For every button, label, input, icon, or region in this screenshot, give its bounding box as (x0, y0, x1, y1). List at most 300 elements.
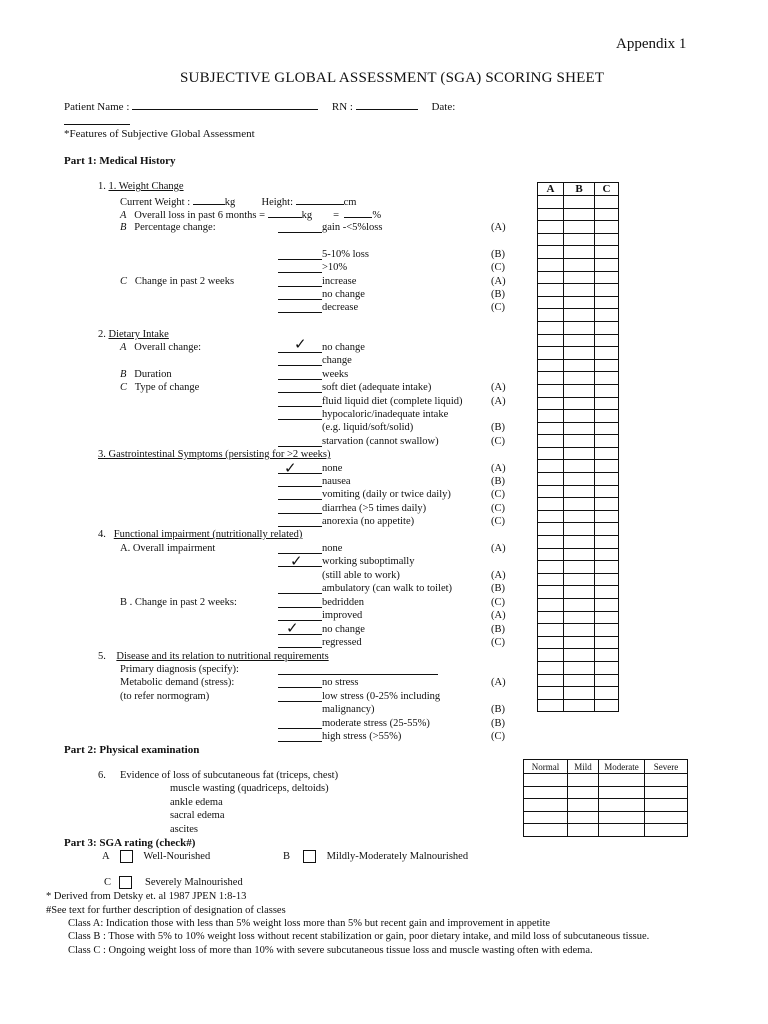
change-2weeks-label (120, 276, 234, 287)
answer-blank[interactable] (278, 259, 322, 260)
score-cell[interactable] (538, 674, 564, 687)
score-row (538, 485, 619, 498)
func-heading-text: Functional impairment (nutritionally related) (113, 529, 303, 540)
score-cell[interactable] (564, 498, 595, 511)
score-cell[interactable] (595, 473, 619, 486)
option-label: (e.g. liquid/soft/solid) (322, 422, 414, 433)
option-label: high stress (>55%) (322, 731, 402, 742)
score-cell[interactable] (538, 460, 564, 473)
score-cell[interactable] (564, 422, 595, 435)
current-weight-line (120, 195, 356, 208)
diet-overall-label (120, 342, 201, 353)
exam-cell[interactable] (645, 811, 688, 824)
primary-diagnosis-field[interactable] (278, 674, 438, 675)
answer-blank[interactable] (278, 406, 322, 407)
kg-unit-2: kg (301, 210, 313, 221)
option-grade: (A) (491, 396, 506, 407)
score-cell[interactable] (595, 586, 619, 599)
exam-row (524, 824, 688, 837)
answer-blank[interactable] (278, 446, 322, 447)
rating-a-text: Well-Nourished (143, 850, 211, 862)
metabolic-demand-label: Metabolic demand (stress): (120, 677, 235, 688)
score-cell[interactable] (595, 536, 619, 549)
exam-cell[interactable] (524, 786, 568, 799)
score-cell[interactable] (538, 573, 564, 586)
score-cell[interactable] (564, 359, 595, 372)
score-cell[interactable] (538, 284, 564, 297)
score-cell[interactable] (564, 624, 595, 637)
option-label: working suboptimally (322, 556, 415, 567)
score-cell[interactable] (595, 510, 619, 523)
option-grade: (A) (491, 543, 506, 554)
score-row (538, 674, 619, 687)
score-cell[interactable] (538, 447, 564, 460)
exam-cell[interactable] (599, 786, 645, 799)
diet-heading (98, 329, 169, 340)
score-row (538, 473, 619, 486)
option-label: nausea (322, 476, 351, 487)
score-row (538, 460, 619, 473)
score-cell[interactable] (564, 599, 595, 612)
exam-cell[interactable] (524, 799, 568, 812)
score-cell[interactable] (564, 699, 595, 712)
score-row (538, 233, 619, 246)
exam-cell[interactable] (599, 774, 645, 787)
equals-sign: = (333, 210, 340, 221)
exam-severity-grid (523, 759, 688, 837)
checkmark-icon: ✓ (294, 335, 307, 353)
score-cell[interactable] (595, 447, 619, 460)
score-cell[interactable] (595, 561, 619, 574)
answer-blank[interactable] (278, 232, 322, 233)
answer-blank[interactable] (278, 701, 322, 702)
rating-b (283, 850, 468, 863)
score-cell[interactable] (595, 296, 619, 309)
score-cell[interactable] (595, 384, 619, 397)
score-cell[interactable] (595, 233, 619, 246)
score-cell[interactable] (595, 347, 619, 360)
option-label: weeks (322, 369, 349, 380)
current-weight-field[interactable] (193, 195, 225, 205)
exam-cell[interactable] (599, 799, 645, 812)
exam-cell[interactable] (568, 799, 599, 812)
footnote-class-a: Class A: Indication those with less than 5% weight loss more than 5% but recent gain and improvement in appetite (68, 918, 551, 929)
checkmark-icon: ✓ (284, 459, 297, 477)
overall-loss-pct-field[interactable] (344, 208, 372, 218)
score-row (538, 384, 619, 397)
answer-blank[interactable] (278, 272, 322, 273)
answer-blank[interactable] (278, 513, 322, 514)
score-cell[interactable] (564, 687, 595, 700)
score-cell[interactable] (595, 649, 619, 662)
exam-num: 6. (98, 770, 106, 781)
score-cell[interactable] (538, 611, 564, 624)
score-cell[interactable] (538, 347, 564, 360)
score-row (538, 208, 619, 221)
exam-cell[interactable] (568, 811, 599, 824)
exam-cell[interactable] (599, 811, 645, 824)
primary-diagnosis-label: Primary diagnosis (specify): (120, 664, 239, 675)
exam-cell[interactable] (524, 811, 568, 824)
answer-blank[interactable] (278, 728, 322, 729)
score-row (538, 586, 619, 599)
score-cell[interactable] (564, 258, 595, 271)
func-overall-label: A. Overall impairment (120, 543, 216, 554)
exam-item: Evidence of loss of subcutaneous fat (triceps, chest) (120, 770, 339, 781)
option-grade: (C) (491, 731, 505, 742)
score-cell[interactable] (595, 221, 619, 234)
score-cell[interactable] (564, 384, 595, 397)
score-cell[interactable] (538, 271, 564, 284)
option-label: no change (322, 342, 365, 353)
option-grade: (B) (491, 422, 505, 433)
col-c-header: C (595, 183, 619, 196)
score-cell[interactable] (564, 246, 595, 259)
diet-b-letter: B (120, 369, 127, 380)
score-cell[interactable] (595, 309, 619, 322)
score-row (538, 258, 619, 271)
score-cell[interactable] (538, 636, 564, 649)
rating-c (104, 876, 243, 889)
score-row (538, 271, 619, 284)
score-row (538, 599, 619, 612)
option-grade: (C) (491, 489, 505, 500)
footnote-source: * Derived from Detsky et. al 1987 JPEN 1:8-13 (46, 891, 247, 902)
score-row (538, 661, 619, 674)
answer-blank[interactable] (278, 687, 322, 688)
rating-c-checkbox[interactable] (119, 876, 132, 889)
score-cell[interactable] (538, 561, 564, 574)
option-label: diarrhea (>5 times daily) (322, 503, 427, 514)
score-cell[interactable] (564, 435, 595, 448)
answer-blank[interactable] (278, 593, 322, 594)
option-grade: (A) (491, 677, 506, 688)
score-cell[interactable] (595, 636, 619, 649)
score-cell[interactable] (564, 447, 595, 460)
score-cell[interactable] (595, 284, 619, 297)
score-cell[interactable] (595, 435, 619, 448)
score-cell[interactable] (564, 573, 595, 586)
score-cell[interactable] (595, 321, 619, 334)
option-label: fluid liquid diet (complete liquid) (322, 396, 463, 407)
score-cell[interactable] (538, 384, 564, 397)
option-grade: (C) (491, 262, 505, 273)
cm-unit: cm (343, 197, 357, 208)
score-cell[interactable] (538, 397, 564, 410)
score-cell[interactable] (564, 221, 595, 234)
score-cell[interactable] (595, 208, 619, 221)
checkmark-icon: ✓ (290, 552, 303, 570)
option-label: no change (322, 624, 365, 635)
score-cell[interactable] (538, 510, 564, 523)
score-cell[interactable] (595, 372, 619, 385)
score-row (538, 410, 619, 423)
weight-a-letter: A (120, 210, 127, 221)
score-row (538, 573, 619, 586)
appendix-label: Appendix 1 (616, 36, 687, 52)
rating-b-checkbox[interactable] (303, 850, 316, 863)
footnote-class-c: Class C : Ongoing weight loss of more than 10% with severe subcutaneous tissue loss and muscle wasting often with edema. (68, 945, 593, 956)
score-cell[interactable] (595, 523, 619, 536)
score-cell[interactable] (564, 410, 595, 423)
score-cell[interactable] (538, 321, 564, 334)
option-grade: (C) (491, 302, 505, 313)
overall-loss-line (120, 208, 381, 221)
answer-blank[interactable] (278, 392, 322, 393)
score-cell[interactable] (564, 233, 595, 246)
exam-cell[interactable] (645, 774, 688, 787)
rating-c-text: Severely Malnourished (145, 876, 243, 888)
score-row (538, 636, 619, 649)
patient-name-label: Patient Name : (64, 101, 130, 113)
exam-cell[interactable] (599, 824, 645, 837)
pct-unit: % (372, 210, 382, 221)
score-cell[interactable] (538, 334, 564, 347)
func-heading (98, 529, 302, 540)
score-cell[interactable] (595, 397, 619, 410)
score-cell[interactable] (538, 233, 564, 246)
rn-field[interactable] (356, 100, 418, 110)
score-cell[interactable] (538, 586, 564, 599)
score-row (538, 321, 619, 334)
score-cell[interactable] (595, 410, 619, 423)
score-cell[interactable] (564, 321, 595, 334)
score-cell[interactable] (538, 699, 564, 712)
score-cell[interactable] (564, 208, 595, 221)
option-grade: (A) (491, 276, 506, 287)
score-cell[interactable] (595, 624, 619, 637)
option-label: vomiting (daily or twice daily) (322, 489, 451, 500)
exam-cell[interactable] (568, 786, 599, 799)
score-row (538, 611, 619, 624)
answer-blank[interactable] (278, 365, 322, 366)
score-cell[interactable] (538, 221, 564, 234)
score-cell[interactable] (538, 246, 564, 259)
option-label: (still able to work) (322, 570, 400, 581)
answer-blank[interactable] (278, 741, 322, 742)
score-cell[interactable] (564, 347, 595, 360)
score-cell[interactable] (595, 485, 619, 498)
answer-blank[interactable] (278, 647, 322, 648)
score-cell[interactable] (538, 599, 564, 612)
footnote-see-text: #See text for further description of designation of classes (46, 905, 286, 916)
answer-blank[interactable] (278, 499, 322, 500)
score-cell[interactable] (595, 548, 619, 561)
option-label: decrease (322, 302, 359, 313)
score-cell[interactable] (595, 674, 619, 687)
score-cell[interactable] (564, 561, 595, 574)
score-cell[interactable] (564, 510, 595, 523)
score-cell[interactable] (538, 687, 564, 700)
score-cell[interactable] (538, 649, 564, 662)
score-cell[interactable] (538, 372, 564, 385)
score-cell[interactable] (538, 498, 564, 511)
patient-name-field[interactable] (132, 100, 318, 110)
option-label: starvation (cannot swallow) (322, 436, 439, 447)
score-cell[interactable] (564, 611, 595, 624)
score-cell[interactable] (538, 485, 564, 498)
answer-blank[interactable] (278, 486, 322, 487)
exam-cell[interactable] (645, 824, 688, 837)
score-cell[interactable] (595, 196, 619, 209)
score-row (538, 334, 619, 347)
answer-blank[interactable] (278, 620, 322, 621)
score-cell[interactable] (595, 498, 619, 511)
gi-heading: 3. Gastrointestinal Symptoms (persisting for >2 weeks) (98, 449, 331, 460)
change-2weeks-text: Change in past 2 weeks (134, 276, 235, 287)
exam-cell[interactable] (524, 824, 568, 837)
score-cell[interactable] (538, 196, 564, 209)
option-grade: (B) (491, 249, 505, 260)
overall-loss-kg-field[interactable] (268, 208, 302, 218)
score-row (538, 548, 619, 561)
exam-cell[interactable] (524, 774, 568, 787)
exam-item: sacral edema (170, 810, 225, 821)
score-cell[interactable] (538, 258, 564, 271)
diet-heading-text: Dietary Intake (108, 329, 169, 340)
weight-b-letter: B (120, 222, 127, 233)
score-cell[interactable] (595, 661, 619, 674)
height-field[interactable] (296, 195, 344, 205)
score-cell[interactable] (538, 410, 564, 423)
score-cell[interactable] (564, 523, 595, 536)
score-cell[interactable] (595, 258, 619, 271)
score-cell[interactable] (564, 536, 595, 549)
score-cell[interactable] (564, 661, 595, 674)
score-row (538, 422, 619, 435)
answer-blank[interactable] (278, 607, 322, 608)
score-cell[interactable] (564, 284, 595, 297)
answer-blank[interactable] (278, 299, 322, 300)
disease-num: 5. (98, 651, 106, 662)
answer-blank[interactable] (278, 526, 322, 527)
score-cell[interactable] (564, 674, 595, 687)
score-cell[interactable] (538, 309, 564, 322)
score-cell[interactable] (564, 309, 595, 322)
score-cell[interactable] (564, 397, 595, 410)
checkmark-icon: ✓ (286, 619, 299, 637)
option-label: soft diet (adequate intake) (322, 382, 432, 393)
score-cell[interactable] (538, 523, 564, 536)
score-row (538, 221, 619, 234)
score-cell[interactable] (538, 296, 564, 309)
score-cell[interactable] (595, 359, 619, 372)
score-cell[interactable] (538, 536, 564, 549)
score-cell[interactable] (564, 296, 595, 309)
score-row (538, 296, 619, 309)
exam-item: ankle edema (170, 797, 223, 808)
score-row (538, 447, 619, 460)
score-cell[interactable] (595, 334, 619, 347)
col-a-header: A (538, 183, 564, 196)
score-cell[interactable] (538, 473, 564, 486)
score-row (538, 284, 619, 297)
exam-row (524, 786, 688, 799)
score-cell[interactable] (538, 624, 564, 637)
score-row (538, 699, 619, 712)
score-cell[interactable] (564, 196, 595, 209)
score-cell[interactable] (595, 611, 619, 624)
option-label: malignancy) (322, 704, 375, 715)
col-normal-header: Normal (524, 760, 568, 774)
score-cell[interactable] (538, 359, 564, 372)
score-row (538, 498, 619, 511)
exam-cell[interactable] (568, 774, 599, 787)
score-cell[interactable] (595, 573, 619, 586)
score-cell[interactable] (564, 636, 595, 649)
score-cell[interactable] (595, 271, 619, 284)
answer-blank[interactable] (278, 286, 322, 287)
score-row (538, 536, 619, 549)
option-grade: (C) (491, 436, 505, 447)
score-cell[interactable] (595, 699, 619, 712)
answer-blank[interactable] (278, 634, 322, 635)
score-cell[interactable] (564, 473, 595, 486)
exam-cell[interactable] (645, 786, 688, 799)
score-row (538, 359, 619, 372)
option-grade: (A) (491, 382, 506, 393)
part1-heading: Part 1: Medical History (64, 155, 176, 167)
rating-a-letter: A (102, 850, 110, 862)
score-cell[interactable] (538, 435, 564, 448)
diet-duration-text: Duration (134, 369, 172, 380)
exam-item: muscle wasting (quadriceps, deltoids) (170, 783, 329, 794)
score-cell[interactable] (564, 548, 595, 561)
score-cell[interactable] (564, 271, 595, 284)
score-cell[interactable] (564, 649, 595, 662)
score-cell[interactable] (595, 460, 619, 473)
answer-blank[interactable] (278, 312, 322, 313)
score-cell[interactable] (595, 422, 619, 435)
option-label: moderate stress (25-55%) (322, 718, 430, 729)
score-cell[interactable] (538, 208, 564, 221)
score-cell[interactable] (538, 661, 564, 674)
exam-cell[interactable] (568, 824, 599, 837)
score-cell[interactable] (564, 372, 595, 385)
answer-blank[interactable] (278, 419, 322, 420)
score-cell[interactable] (564, 586, 595, 599)
col-severe-header: Severe (645, 760, 688, 774)
score-row (538, 246, 619, 259)
exam-item: ascites (170, 824, 198, 835)
rating-a-checkbox[interactable] (120, 850, 133, 863)
current-weight-label: Current Weight : (120, 197, 191, 208)
score-cell[interactable] (564, 485, 595, 498)
score-cell[interactable] (538, 548, 564, 561)
score-cell[interactable] (538, 422, 564, 435)
score-cell[interactable] (564, 334, 595, 347)
option-grade: (B) (491, 583, 505, 594)
option-grade: (B) (491, 624, 505, 635)
exam-cell[interactable] (645, 799, 688, 812)
score-row (538, 510, 619, 523)
score-cell[interactable] (595, 246, 619, 259)
part3-heading: Part 3: SGA rating (check#) (64, 837, 196, 849)
weight-heading-text: 1. Weight Change (108, 181, 184, 192)
score-cell[interactable] (595, 687, 619, 700)
answer-blank[interactable] (278, 379, 322, 380)
rating-b-text: Mildly-Moderately Malnourished (326, 850, 469, 862)
score-cell[interactable] (564, 460, 595, 473)
diet-a-letter: A (120, 342, 127, 353)
score-row (538, 523, 619, 536)
option-label: no stress (322, 677, 359, 688)
percentage-change-label (120, 222, 216, 233)
abc-score-grid (537, 182, 619, 712)
score-cell[interactable] (595, 599, 619, 612)
rn-label: RN : (331, 101, 353, 113)
patient-line (64, 100, 455, 113)
